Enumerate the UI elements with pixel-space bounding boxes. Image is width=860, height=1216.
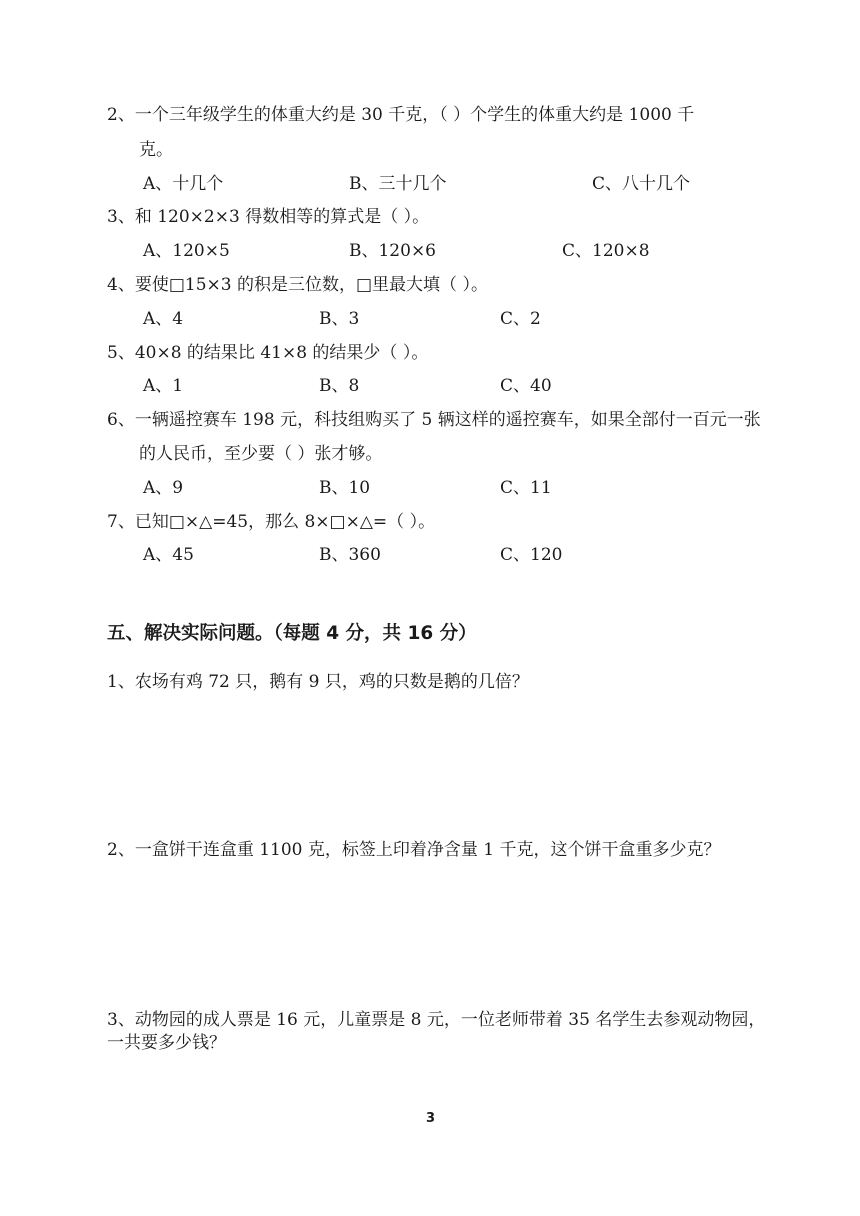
option-b: B、8	[319, 376, 360, 396]
option-a: A、120×5	[143, 241, 230, 261]
question-6-line-1	[0, 406, 860, 434]
option-a: A、1	[143, 376, 184, 396]
question-6-line-2	[0, 440, 860, 468]
problem-1-line-1	[0, 668, 860, 696]
question-7-line-1	[0, 508, 860, 536]
option-c: C、11	[500, 478, 552, 498]
option-a: A、45	[143, 545, 194, 565]
question-3-line-1	[0, 203, 860, 231]
option-a: A、9	[143, 478, 184, 498]
question-text: 7、已知□×△=45，那么 8×□×△=（ ）。	[107, 512, 436, 532]
question-2-options	[0, 170, 860, 198]
question-2-line-1	[0, 101, 860, 129]
question-2-line-2	[0, 136, 860, 164]
option-c: C、40	[500, 376, 552, 396]
section-5-heading	[0, 620, 860, 648]
question-text: 4、要使□15×3 的积是三位数，□里最大填（ ）。	[107, 275, 488, 295]
option-a: A、4	[143, 309, 184, 329]
option-c: C、120×8	[562, 241, 650, 261]
question-7-options	[0, 541, 860, 569]
option-b: B、3	[319, 309, 360, 329]
problem-text: 1、农场有鸡 72 只，鹅有 9 只，鸡的只数是鹅的几倍？	[107, 672, 529, 692]
problem-2-line-1	[0, 836, 860, 864]
page-number	[0, 1105, 860, 1133]
problem-3-line-2	[0, 1029, 860, 1057]
question-text: 2、一个三年级学生的体重大约是 30 千克，（ ）个学生的体重大约是 1000 千	[107, 105, 695, 125]
question-4-options	[0, 305, 860, 333]
question-text: 的人民币，至少要（ ）张才够。	[139, 444, 383, 464]
question-5-line-1	[0, 339, 860, 367]
problem-text: 3、动物园的成人票是 16 元，儿童票是 8 元，一位老师带着 35 名学生去参观动物园，	[107, 1010, 766, 1030]
question-3-options	[0, 237, 860, 265]
option-b: B、120×6	[349, 241, 437, 261]
option-c: C、八十几个	[592, 174, 691, 194]
question-6-options	[0, 474, 860, 502]
option-b: B、10	[319, 478, 371, 498]
question-4-line-1	[0, 271, 860, 299]
option-b: B、三十几个	[349, 174, 447, 194]
option-c: C、120	[500, 545, 563, 565]
question-text: 5、40×8 的结果比 41×8 的结果少（ ）。	[107, 343, 429, 363]
question-text: 3、和 120×2×3 得数相等的算式是（ ）。	[107, 207, 430, 227]
section-title: 五、解决实际问题。（每题 4 分，共 16 分）	[107, 623, 477, 644]
question-text: 克。	[139, 140, 173, 160]
option-b: B、360	[319, 545, 381, 565]
option-c: C、2	[500, 309, 541, 329]
question-5-options	[0, 372, 860, 400]
problem-text: 一共要多少钱？	[107, 1033, 226, 1053]
question-text: 6、一辆遥控赛车 198 元，科技组购买了 5 辆这样的遥控赛车，如果全部付一百元一张	[107, 410, 761, 430]
option-a: A、十几个	[143, 174, 224, 194]
page-number-text: 3	[426, 1111, 436, 1126]
problem-text: 2、一盒饼干连盒重 1100 克，标签上印着净含量 1 千克，这个饼干盒重多少克？	[107, 840, 721, 860]
